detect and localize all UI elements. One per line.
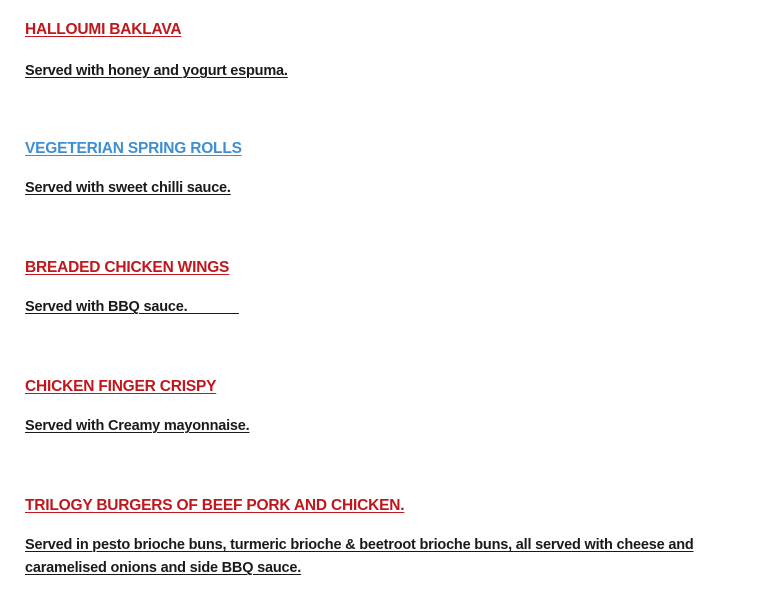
menu-item-description: Served with BBQ sauce.: [25, 299, 188, 315]
menu-item-vegeterian-spring-rolls: [25, 139, 745, 196]
menu-item-title: CHICKEN FINGER CRISPY: [25, 378, 217, 395]
menu-item-description: Served in pesto brioche buns, turmeric brioche & beetroot brioche buns, all served with cheese and caramelised onions and side BBQ sauce.: [25, 537, 694, 576]
menu-item-description: Served with Creamy mayonnaise.: [25, 418, 250, 434]
menu-item-trilogy-burgers: [25, 496, 745, 576]
underline-blank: [187, 312, 239, 314]
menu-item-title: HALLOUMI BAKLAVA: [25, 21, 182, 38]
menu-item-description: Served with honey and yogurt espuma.: [25, 63, 288, 79]
menu-item-title: VEGETERIAN SPRING ROLLS: [25, 140, 242, 157]
menu-item-description-row: [25, 296, 745, 319]
menu-item-description: Served with sweet chilli sauce.: [25, 180, 231, 196]
menu-item-breaded-chicken-wings: [25, 258, 745, 315]
menu-item-halloumi-baklava: [25, 20, 745, 79]
menu-item-title: BREADED CHICKEN WINGS: [25, 259, 230, 276]
menu-item-title: TRILOGY BURGERS OF BEEF PORK AND CHICKEN.: [25, 497, 405, 514]
menu-item-chicken-finger-crispy: [25, 377, 745, 434]
